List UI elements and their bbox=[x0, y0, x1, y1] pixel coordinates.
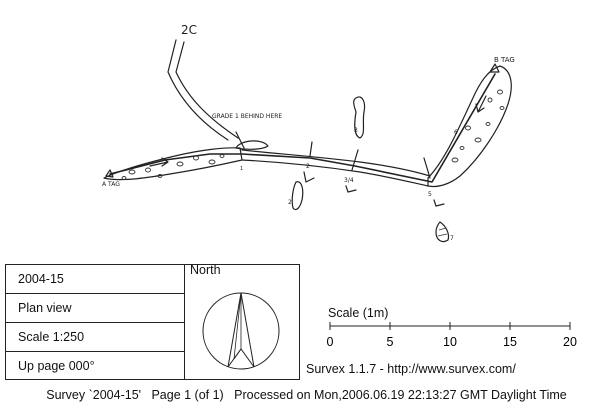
label-mark-7: 7 bbox=[450, 235, 454, 242]
survey-name-row: 2004-15 bbox=[6, 265, 184, 294]
label-b-tag: B TAG bbox=[494, 56, 515, 64]
grade-note-text: GRADE 1 BEHIND HERE bbox=[212, 113, 283, 120]
left-chamber-outline bbox=[104, 148, 242, 180]
north-label: North bbox=[190, 263, 221, 277]
view-row: Plan view bbox=[6, 294, 184, 323]
tick-2 bbox=[304, 142, 314, 182]
scale-bar bbox=[320, 306, 600, 366]
label-a-tag: A TAG bbox=[102, 181, 120, 188]
up-page-row: Up page 000° bbox=[18, 359, 95, 373]
label-grade-note bbox=[212, 113, 282, 120]
scale-tick-20: 20 bbox=[563, 335, 577, 349]
table-divider bbox=[184, 265, 185, 379]
label-2c: 2C bbox=[181, 23, 198, 37]
scale-row: Scale 1:250 bbox=[6, 323, 184, 352]
label-mark-5: 5 bbox=[428, 191, 432, 198]
label-mark-6: 6 bbox=[454, 129, 458, 136]
label-mark-2: 2 bbox=[306, 163, 310, 170]
label-mark-3-4: 3/4 bbox=[344, 177, 354, 184]
label-mark-2s: 2 bbox=[288, 199, 292, 206]
scale-title: Scale (1m) bbox=[328, 306, 389, 320]
scale-tick-5: 5 bbox=[386, 335, 394, 349]
label-mark-1: 1 bbox=[240, 166, 244, 172]
label-mark-3s: 3 bbox=[354, 127, 358, 134]
north-arrow-icon bbox=[196, 279, 286, 373]
pocket-7 bbox=[436, 222, 449, 242]
scale-tick-0: 0 bbox=[326, 335, 334, 349]
survey-info-table bbox=[5, 264, 300, 380]
footer-processing-info: Survey `2004-15' Page 1 (of 1) Processed on Mon,2006.06.19 22:13:27 GMT Daylight Time bbox=[46, 388, 567, 402]
survex-credit: Survex 1.1.7 - http://www.survex.com/ bbox=[306, 362, 516, 376]
main-passage-lower bbox=[242, 160, 428, 186]
scale-tick-10: 10 bbox=[443, 335, 457, 349]
scale-tick-15: 15 bbox=[503, 335, 517, 349]
pocket-2 bbox=[292, 182, 303, 210]
passage-to-2c-left bbox=[168, 40, 228, 140]
